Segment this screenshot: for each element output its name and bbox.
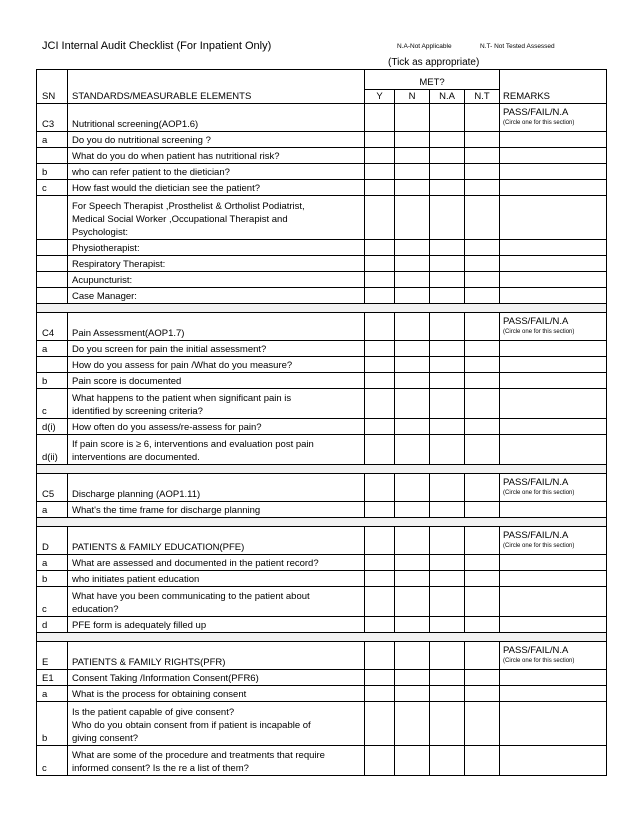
tick-cell-y[interactable]	[365, 256, 395, 272]
tick-cell-y[interactable]	[365, 474, 395, 502]
tick-cell-nt[interactable]	[465, 341, 500, 357]
tick-cell-y[interactable]	[365, 341, 395, 357]
section-header-row	[37, 474, 607, 502]
row-text-line: Acupuncturist:	[72, 275, 133, 286]
row-element	[68, 357, 365, 373]
tick-cell-y[interactable]	[365, 272, 395, 288]
tick-cell-n[interactable]	[395, 373, 430, 389]
row-element	[68, 132, 365, 148]
row-text-line: Do you screen for pain the initial assessment?	[72, 344, 267, 355]
row-element	[68, 180, 365, 196]
row-text-line: who initiates patient education	[72, 574, 200, 585]
row-text-line: What's the time frame for discharge planning	[72, 505, 261, 516]
column-header-remarks: REMARKS	[500, 70, 607, 104]
row-text-line: What are assessed and documented in the patient record?	[72, 558, 319, 569]
tick-cell-n[interactable]	[395, 642, 430, 670]
remark-cell[interactable]	[500, 196, 607, 240]
tick-cell-y[interactable]	[365, 164, 395, 180]
row-sn	[37, 240, 68, 256]
tick-cell-nt[interactable]	[465, 164, 500, 180]
tick-cell-na[interactable]	[430, 104, 465, 132]
tick-cell-n[interactable]	[395, 313, 430, 341]
remark-cell[interactable]	[500, 180, 607, 196]
tick-cell-n[interactable]	[395, 341, 430, 357]
section-header-row	[37, 642, 607, 670]
tick-cell-nt[interactable]	[465, 132, 500, 148]
remark-cell[interactable]	[500, 527, 607, 555]
column-header-nt: N.T	[465, 90, 500, 104]
tick-cell-nt[interactable]	[465, 702, 500, 746]
section-header-row	[37, 313, 607, 341]
row-text-line: identified by screening criteria?	[72, 406, 203, 417]
tick-cell-n[interactable]	[395, 435, 430, 465]
checklist-row	[37, 686, 607, 702]
tick-cell-y[interactable]	[365, 104, 395, 132]
tick-cell-n[interactable]	[395, 670, 430, 686]
remark-cell[interactable]	[500, 240, 607, 256]
remark-cell[interactable]	[500, 357, 607, 373]
spacer-cell	[37, 518, 607, 527]
document-title: JCI Internal Audit Checklist (For Inpatient Only)	[42, 40, 272, 52]
row-sn: d(ii)	[37, 435, 68, 465]
tick-cell-na[interactable]	[430, 642, 465, 670]
checklist-row	[37, 373, 607, 389]
tick-cell-nt[interactable]	[465, 389, 500, 419]
tick-cell-nt[interactable]	[465, 148, 500, 164]
tick-cell-n[interactable]	[395, 746, 430, 776]
tick-cell-na[interactable]	[430, 474, 465, 502]
section-header-row	[37, 527, 607, 555]
tick-cell-n[interactable]	[395, 104, 430, 132]
row-text-line: What happens to the patient when significant pain is	[72, 393, 292, 404]
checklist-row	[37, 389, 607, 419]
tick-cell-na[interactable]	[430, 571, 465, 587]
row-text-line: Physiotherapist:	[72, 243, 140, 254]
tick-cell-n[interactable]	[395, 502, 430, 518]
row-text-line: Is the patient capable of give consent?	[72, 707, 235, 718]
row-sn: d(i)	[37, 419, 68, 435]
remark-cell[interactable]	[500, 341, 607, 357]
tick-cell-n[interactable]	[395, 474, 430, 502]
tick-cell-nt[interactable]	[465, 180, 500, 196]
tick-cell-y[interactable]	[365, 746, 395, 776]
tick-cell-nt[interactable]	[465, 104, 500, 132]
row-text-line: What is the process for obtaining consent	[72, 689, 247, 700]
row-text-line: interventions are documented.	[72, 452, 200, 463]
tick-cell-nt[interactable]	[465, 272, 500, 288]
tick-cell-y[interactable]	[365, 132, 395, 148]
tick-cell-n[interactable]	[395, 240, 430, 256]
tick-cell-y[interactable]	[365, 373, 395, 389]
row-sn: b	[37, 571, 68, 587]
tick-cell-y[interactable]	[365, 419, 395, 435]
checklist-row	[37, 587, 607, 617]
tick-cell-nt[interactable]	[465, 419, 500, 435]
remark-cell[interactable]	[500, 389, 607, 419]
remark-cell[interactable]	[500, 435, 607, 465]
section-spacer	[37, 518, 607, 527]
section-spacer	[37, 465, 607, 474]
spacer-cell	[37, 304, 607, 313]
tick-cell-na[interactable]	[430, 686, 465, 702]
remark-cell[interactable]	[500, 104, 607, 132]
remark-cell[interactable]	[500, 642, 607, 670]
tick-cell-y[interactable]	[365, 527, 395, 555]
tick-cell-n[interactable]	[395, 419, 430, 435]
remark-pass-fail[interactable]: PASS/FAIL/N.A	[503, 645, 569, 656]
row-text-line: If pain score is ≥ 6, interventions and evaluation post pain	[72, 439, 314, 450]
row-element	[68, 571, 365, 587]
remark-cell[interactable]	[500, 587, 607, 617]
tick-cell-na[interactable]	[430, 435, 465, 465]
row-element	[68, 746, 365, 776]
tick-cell-y[interactable]	[365, 148, 395, 164]
checklist-row	[37, 180, 607, 196]
row-element	[68, 502, 365, 518]
tick-cell-na[interactable]	[430, 132, 465, 148]
row-text-line: What are some of the procedure and treatments that require	[72, 750, 325, 761]
remark-pass-fail[interactable]: PASS/FAIL/N.A	[503, 316, 569, 327]
tick-cell-nt[interactable]	[465, 642, 500, 670]
row-element	[68, 341, 365, 357]
tick-cell-na[interactable]	[430, 164, 465, 180]
remark-cell[interactable]	[500, 164, 607, 180]
tick-instruction: (Tick as appropriate)	[388, 57, 480, 68]
remark-instruction: (Circle one for this section)	[503, 329, 575, 335]
section-title: PATIENTS & FAMILY EDUCATION(PFE)	[68, 527, 365, 555]
tick-cell-nt[interactable]	[465, 196, 500, 240]
tick-cell-nt[interactable]	[465, 240, 500, 256]
row-element	[68, 435, 365, 465]
row-text-line: How often do you assess/re-assess for pain?	[72, 422, 262, 433]
row-text-line: education?	[72, 604, 119, 615]
tick-cell-n[interactable]	[395, 196, 430, 240]
tick-cell-y[interactable]	[365, 435, 395, 465]
tick-cell-nt[interactable]	[465, 686, 500, 702]
remark-cell[interactable]	[500, 132, 607, 148]
tick-cell-na[interactable]	[430, 502, 465, 518]
row-sn: a	[37, 341, 68, 357]
section-spacer	[37, 633, 607, 642]
row-sn: a	[37, 502, 68, 518]
tick-cell-n[interactable]	[395, 272, 430, 288]
row-text-line: Case Manager:	[72, 291, 137, 302]
column-header-y: Y	[365, 90, 395, 104]
section-sn: E	[37, 642, 68, 670]
row-text-line: Psychologist:	[72, 227, 128, 238]
remark-cell[interactable]	[500, 670, 607, 686]
spacer-cell	[37, 633, 607, 642]
tick-cell-n[interactable]	[395, 357, 430, 373]
checklist-row	[37, 617, 607, 633]
tick-cell-n[interactable]	[395, 256, 430, 272]
row-text-line: What have you been communicating to the patient about	[72, 591, 310, 602]
section-sn: C3	[37, 104, 68, 132]
row-sn	[37, 288, 68, 304]
legend-not-applicable: N.A-Not Applicable	[397, 43, 452, 50]
checklist-row	[37, 341, 607, 357]
column-header-n: N	[395, 90, 430, 104]
section-title: Pain Assessment(AOP1.7)	[68, 313, 365, 341]
row-sn: a	[37, 686, 68, 702]
spacer-cell	[37, 465, 607, 474]
checklist-row	[37, 148, 607, 164]
remark-cell[interactable]	[500, 256, 607, 272]
checklist-row	[37, 164, 607, 180]
remark-instruction: (Circle one for this section)	[503, 543, 575, 549]
row-sn: c	[37, 746, 68, 776]
checklist-row	[37, 702, 607, 746]
subsection-sn: E1	[37, 670, 68, 686]
remark-cell[interactable]	[500, 288, 607, 304]
row-sn: c	[37, 389, 68, 419]
tick-cell-na[interactable]	[430, 702, 465, 746]
tick-cell-y[interactable]	[365, 555, 395, 571]
row-sn	[37, 272, 68, 288]
tick-cell-y[interactable]	[365, 617, 395, 633]
tick-cell-y[interactable]	[365, 196, 395, 240]
tick-cell-y[interactable]	[365, 670, 395, 686]
tick-cell-y[interactable]	[365, 288, 395, 304]
row-text-line: PFE form is adequately filled up	[72, 620, 207, 631]
tick-cell-nt[interactable]	[465, 527, 500, 555]
column-header-sn: SN	[37, 70, 68, 104]
tick-cell-nt[interactable]	[465, 617, 500, 633]
row-sn: a	[37, 555, 68, 571]
tick-cell-y[interactable]	[365, 357, 395, 373]
remark-instruction: (Circle one for this section)	[503, 658, 575, 664]
section-title: Nutritional screening(AOP1.6)	[68, 104, 365, 132]
tick-cell-nt[interactable]	[465, 357, 500, 373]
tick-cell-na[interactable]	[430, 527, 465, 555]
section-title: Discharge planning (AOP1.11)	[68, 474, 365, 502]
subsection-row	[37, 670, 607, 686]
row-text-line: Pain score is documented	[72, 376, 182, 387]
row-element	[68, 240, 365, 256]
row-text-line: who can refer patient to the dietician?	[72, 167, 230, 178]
tick-cell-nt[interactable]	[465, 587, 500, 617]
row-element	[68, 419, 365, 435]
row-element	[68, 288, 365, 304]
remark-cell[interactable]	[500, 419, 607, 435]
tick-cell-nt[interactable]	[465, 373, 500, 389]
tick-cell-y[interactable]	[365, 702, 395, 746]
tick-cell-y[interactable]	[365, 313, 395, 341]
row-sn	[37, 357, 68, 373]
tick-cell-na[interactable]	[430, 373, 465, 389]
tick-cell-n[interactable]	[395, 132, 430, 148]
tick-cell-na[interactable]	[430, 617, 465, 633]
tick-cell-n[interactable]	[395, 148, 430, 164]
tick-cell-n[interactable]	[395, 617, 430, 633]
checklist-row	[37, 288, 607, 304]
tick-cell-n[interactable]	[395, 389, 430, 419]
tick-cell-na[interactable]	[430, 555, 465, 571]
checklist-row	[37, 357, 607, 373]
row-text-line: Do you do nutritional screening ?	[72, 135, 211, 146]
row-element	[68, 373, 365, 389]
tick-cell-na[interactable]	[430, 313, 465, 341]
checklist-row	[37, 435, 607, 465]
tick-cell-na[interactable]	[430, 240, 465, 256]
tick-cell-n[interactable]	[395, 527, 430, 555]
tick-cell-nt[interactable]	[465, 571, 500, 587]
row-text-line: For Speech Therapist ,Prosthelist & Ortholist Podiatrist,	[72, 201, 305, 212]
row-element	[68, 587, 365, 617]
row-sn: a	[37, 132, 68, 148]
tick-cell-na[interactable]	[430, 587, 465, 617]
row-text-line: giving consent?	[72, 733, 139, 744]
tick-cell-nt[interactable]	[465, 670, 500, 686]
row-element	[68, 148, 365, 164]
row-sn	[37, 196, 68, 240]
remark-instruction: (Circle one for this section)	[503, 490, 575, 496]
remark-cell[interactable]	[500, 502, 607, 518]
row-text-line: Who do you obtain consent from if patient is incapable of	[72, 720, 311, 731]
tick-cell-n[interactable]	[395, 555, 430, 571]
row-sn: b	[37, 373, 68, 389]
tick-cell-y[interactable]	[365, 571, 395, 587]
row-sn: b	[37, 702, 68, 746]
checklist-row	[37, 555, 607, 571]
tick-cell-na[interactable]	[430, 419, 465, 435]
tick-cell-nt[interactable]	[465, 313, 500, 341]
row-sn	[37, 148, 68, 164]
tick-cell-na[interactable]	[430, 670, 465, 686]
row-element	[68, 196, 365, 240]
row-element	[68, 686, 365, 702]
tick-cell-nt[interactable]	[465, 555, 500, 571]
remark-instruction: (Circle one for this section)	[503, 120, 575, 126]
row-sn: c	[37, 587, 68, 617]
row-element	[68, 389, 365, 419]
remark-cell[interactable]	[500, 571, 607, 587]
tick-cell-y[interactable]	[365, 587, 395, 617]
checklist-row	[37, 132, 607, 148]
row-text-line: How do you assess for pain /What do you measure?	[72, 360, 293, 371]
tick-cell-nt[interactable]	[465, 256, 500, 272]
row-text-line: Respiratory Therapist:	[72, 259, 166, 270]
tick-cell-y[interactable]	[365, 502, 395, 518]
column-header-standards: STANDARDS/MEASURABLE ELEMENTS	[68, 70, 365, 104]
column-header-met: MET?	[365, 70, 500, 90]
section-title: PATIENTS & FAMILY RIGHTS(PFR)	[68, 642, 365, 670]
tick-cell-nt[interactable]	[465, 435, 500, 465]
tick-cell-na[interactable]	[430, 196, 465, 240]
remark-cell[interactable]	[500, 148, 607, 164]
tick-cell-nt[interactable]	[465, 474, 500, 502]
tick-cell-nt[interactable]	[465, 288, 500, 304]
remark-cell[interactable]	[500, 746, 607, 776]
tick-cell-nt[interactable]	[465, 746, 500, 776]
tick-cell-y[interactable]	[365, 389, 395, 419]
checklist-row	[37, 256, 607, 272]
remark-cell[interactable]	[500, 617, 607, 633]
tick-cell-na[interactable]	[430, 148, 465, 164]
row-element	[68, 617, 365, 633]
remark-cell[interactable]	[500, 474, 607, 502]
remark-cell[interactable]	[500, 686, 607, 702]
tick-cell-na[interactable]	[430, 288, 465, 304]
row-element	[68, 256, 365, 272]
tick-cell-nt[interactable]	[465, 502, 500, 518]
audit-table	[36, 69, 607, 776]
row-text-line: What do you do when patient has nutritional risk?	[72, 151, 280, 162]
remark-cell[interactable]	[500, 702, 607, 746]
checklist-row	[37, 746, 607, 776]
remark-pass-fail[interactable]: PASS/FAIL/N.A	[503, 107, 569, 118]
row-element	[68, 702, 365, 746]
checklist-row	[37, 502, 607, 518]
row-element	[68, 164, 365, 180]
tick-cell-na[interactable]	[430, 341, 465, 357]
row-element	[68, 555, 365, 571]
remark-cell[interactable]	[500, 313, 607, 341]
tick-cell-na[interactable]	[430, 389, 465, 419]
tick-cell-na[interactable]	[430, 272, 465, 288]
tick-cell-n[interactable]	[395, 587, 430, 617]
tick-cell-n[interactable]	[395, 180, 430, 196]
section-sn: D	[37, 527, 68, 555]
section-sn: C5	[37, 474, 68, 502]
row-sn: d	[37, 617, 68, 633]
row-text-line: How fast would the dietician see the patient?	[72, 183, 261, 194]
checklist-row	[37, 419, 607, 435]
column-header-na: N.A	[430, 90, 465, 104]
tick-cell-n[interactable]	[395, 686, 430, 702]
row-sn: b	[37, 164, 68, 180]
remark-cell[interactable]	[500, 555, 607, 571]
checklist-row	[37, 240, 607, 256]
section-sn: C4	[37, 313, 68, 341]
tick-cell-na[interactable]	[430, 357, 465, 373]
tick-cell-n[interactable]	[395, 702, 430, 746]
subsection-title: Consent Taking /Information Consent(PFR6)	[68, 670, 365, 686]
row-element	[68, 272, 365, 288]
legend-not-tested: N.T- Not Tested Assessed	[480, 43, 555, 50]
row-sn: c	[37, 180, 68, 196]
row-text-line: informed consent? Is the re a list of them?	[72, 763, 249, 774]
tick-cell-n[interactable]	[395, 571, 430, 587]
tick-cell-n[interactable]	[395, 164, 430, 180]
tick-cell-y[interactable]	[365, 686, 395, 702]
tick-cell-na[interactable]	[430, 180, 465, 196]
tick-cell-na[interactable]	[430, 256, 465, 272]
row-text-line: Medical Social Worker ,Occupational Therapist and	[72, 214, 288, 225]
section-spacer	[37, 304, 607, 313]
checklist-row	[37, 196, 607, 240]
row-sn	[37, 256, 68, 272]
remark-pass-fail[interactable]: PASS/FAIL/N.A	[503, 530, 569, 541]
section-header-row	[37, 104, 607, 132]
checklist-row	[37, 571, 607, 587]
tick-cell-y[interactable]	[365, 642, 395, 670]
checklist-row	[37, 272, 607, 288]
remark-pass-fail[interactable]: PASS/FAIL/N.A	[503, 477, 569, 488]
remark-cell[interactable]	[500, 373, 607, 389]
tick-cell-na[interactable]	[430, 746, 465, 776]
tick-cell-y[interactable]	[365, 240, 395, 256]
tick-cell-y[interactable]	[365, 180, 395, 196]
tick-cell-n[interactable]	[395, 288, 430, 304]
remark-cell[interactable]	[500, 272, 607, 288]
